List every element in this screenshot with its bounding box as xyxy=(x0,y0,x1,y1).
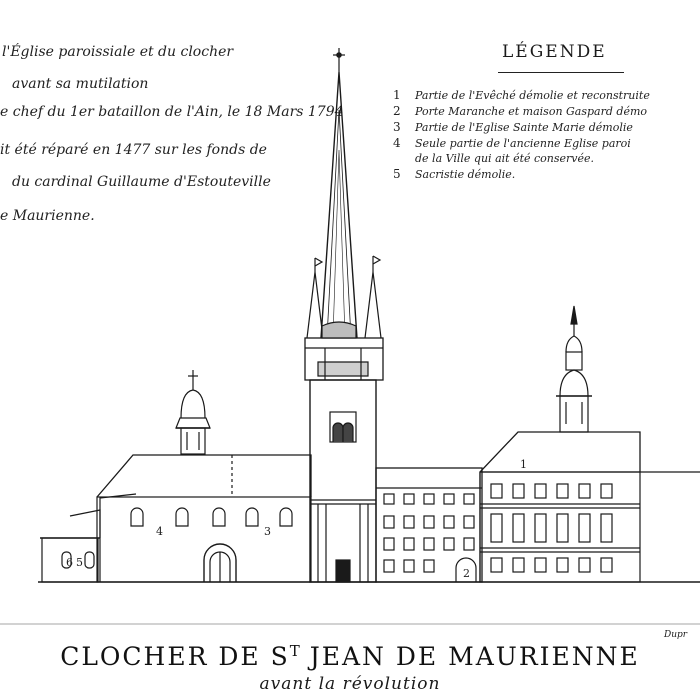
note-line: e Maurienne. xyxy=(0,208,95,224)
nave-window xyxy=(213,508,225,526)
eveche-building xyxy=(480,306,700,582)
legend-text: Porte Maranche et maison Gaspard démo xyxy=(415,105,648,118)
tower-shaft xyxy=(310,380,376,582)
drawing-label-3: 3 xyxy=(264,525,271,538)
note-line: it été réparé en 1477 sur les fonds de xyxy=(0,142,267,158)
parish-church xyxy=(40,370,311,582)
legend-text-continued: de la Ville qui ait été conservée. xyxy=(415,152,595,165)
annex-window xyxy=(85,552,94,568)
bell-tower xyxy=(305,48,383,582)
legend-text: Sacristie démolie. xyxy=(415,168,516,181)
legend-number: 2 xyxy=(393,104,401,118)
legend-title: LÉGENDE xyxy=(502,42,607,62)
drawing-label-6: 6 xyxy=(66,556,73,569)
legend-number: 3 xyxy=(393,120,401,134)
legend-number: 4 xyxy=(393,136,401,150)
legend-text: Partie de l'Eglise Sainte Marie démolie xyxy=(415,121,633,134)
nave-roof xyxy=(97,455,311,497)
drawing-label-2: 2 xyxy=(463,567,470,580)
nave-window xyxy=(131,508,143,526)
nave-window xyxy=(176,508,188,526)
engraver-signature: Dupr xyxy=(664,630,688,640)
tower-door xyxy=(336,560,350,582)
legend-number: 1 xyxy=(393,88,401,102)
plate-subtitle: avant la révolution xyxy=(259,674,441,694)
legend-text: Seule partie de l'ancienne Eglise paroi xyxy=(415,137,631,150)
nave-window xyxy=(280,508,292,526)
title-part: CLOCHER DE S xyxy=(60,642,290,671)
drawing-label-4: 4 xyxy=(156,525,163,538)
tower-pinnacle xyxy=(307,272,323,338)
plate-title xyxy=(0,642,700,671)
eveche-turret xyxy=(556,306,592,432)
drawing-label-1: 1 xyxy=(520,458,527,471)
note-line: e chef du 1er bataillon de l'Ain, le 18 Mars 1794 xyxy=(0,104,344,120)
nave-window xyxy=(246,508,258,526)
note-line: du cardinal Guillaume d'Estouteville xyxy=(12,174,271,190)
note-line: l'Église paroissiale et du clocher xyxy=(2,44,234,60)
legend-number: 5 xyxy=(393,167,401,181)
legend-text: Partie de l'Evêché démolie et reconstruite xyxy=(415,89,650,102)
maison-gaspard xyxy=(376,468,482,582)
drawing-label-5: 5 xyxy=(76,556,83,569)
title-superscript: T xyxy=(289,642,300,660)
title-part: JEAN DE MAURIENNE xyxy=(299,642,640,671)
church-cupola xyxy=(176,370,210,454)
tower-pinnacle xyxy=(365,272,381,338)
note-line: avant sa mutilation xyxy=(12,76,149,92)
